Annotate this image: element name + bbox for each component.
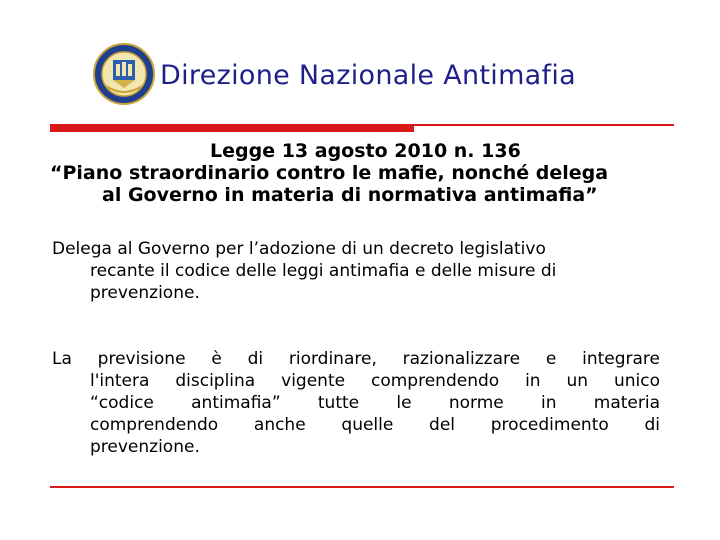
paragraph-line: prevenzione. [90,437,200,457]
header-divider-thin [414,124,674,126]
law-subtitle-line-2: al Governo in materia di normativa antimafia” [102,184,598,206]
paragraph-line: recante il codice delle leggi antimafia e delle misure di [90,261,557,281]
paragraph-previsione [52,348,660,458]
law-subtitle-line-1: “Piano straordinario contro le mafie, nonché delega [50,162,609,184]
paragraph-line: Delega al Governo per l’adozione di un decreto legislativo [52,239,546,259]
paragraph-line: La previsione è di riordinare, razionalizzare e integrare [52,349,660,369]
paragraph-delega [52,238,660,304]
law-heading [50,140,670,206]
paragraph-line: prevenzione. [90,283,200,303]
paragraph-line: l'intera disciplina vigente comprendendo in un unico [90,371,660,391]
header-divider-thick [50,124,414,132]
law-title: Legge 13 agosto 2010 n. 136 [210,140,521,162]
page-title: Direzione Nazionale Antimafia [160,60,576,91]
paragraph-line: “codice antimafia” tutte le norme in materia [90,393,660,413]
dna-seal-icon [92,42,156,106]
footer-divider [50,486,674,488]
paragraph-line: comprendendo anche quelle del procedimento di [90,415,660,435]
